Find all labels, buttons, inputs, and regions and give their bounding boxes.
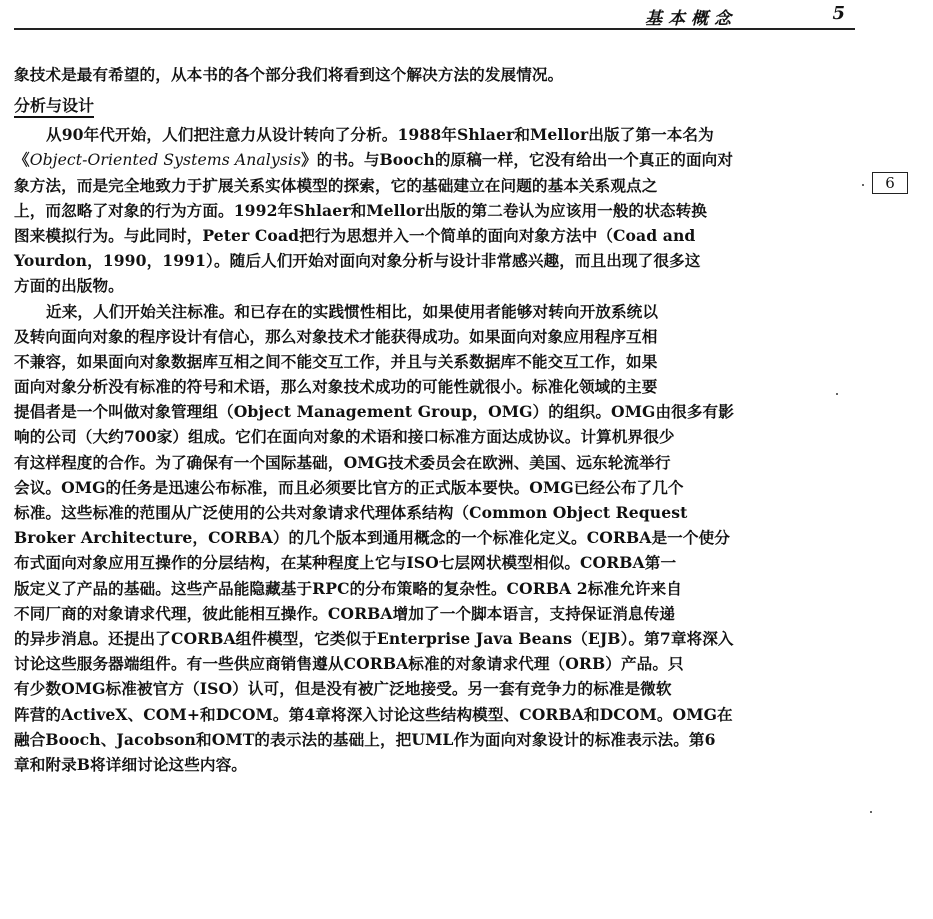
paragraph-line: 有少数OMG标准被官方（ISO）认可，但是没有被广泛地接受。另一套有竞争力的标准是微软 xyxy=(14,679,672,699)
paragraph-line: 融合Booch、Jacobson和OMT的表示法的基础上，把UML作为面向对象设计的标准表示法。第6 xyxy=(14,729,716,749)
page-body xyxy=(14,62,856,777)
paragraph-2 xyxy=(14,299,856,778)
paragraph-line: 不同厂商的对象请求代理，彼此能相互操作。CORBA增加了一个脚本语言，支持保证消息传递 xyxy=(14,603,676,623)
paragraph-line: 不兼容，如果面向对象数据库互相之间不能交互工作，并且与关系数据库不能交互工作，如果 xyxy=(14,351,658,371)
paragraph-line: 及转向面向对象的程序设计有信心，那么对象技术才能获得成功。如果面向对象应用程序互相 xyxy=(14,326,658,346)
paragraph-line: 上，而忽略了对象的行为方面。1992年Shlaer和Mellor出版的第二卷认为应该用一般的状态转换 xyxy=(14,200,707,220)
paragraph-line: 面向对象分析没有标准的符号和术语，那么对象技术成功的可能性就很小。标准化领域的主要 xyxy=(14,377,658,397)
section-heading: 分析与设计 xyxy=(14,95,94,118)
paragraph-line: 标准。这些标准的范围从广泛使用的公共对象请求代理体系结构（Common Object Request xyxy=(14,503,688,522)
paragraph-line: 会议。OMG的任务是迅速公布标准，而且必须要比官方的正式版本要快。OMG已经公布了几个 xyxy=(14,477,684,497)
paragraph-line: 象方法，而是完全地致力于扩展关系实体模型的探索，它的基础建立在问题的基本关系观点之 xyxy=(14,175,658,195)
paragraph-line: 方面的出版物。 xyxy=(14,276,124,296)
paragraph-line: 响的公司（大约700家）组成。它们在面向对象的术语和接口标准方面达成协议。计算机界很少 xyxy=(14,427,675,447)
paragraph-line: 讨论这些服务器端组件。有一些供应商销售遵从CORBA标准的对象请求代理（ORB）产品。只 xyxy=(14,654,684,674)
running-header xyxy=(14,0,855,30)
paragraph-line: 提倡者是一个叫做对象管理组（Object Management Group，OMG）的组织。OMG由很多有影 xyxy=(14,402,734,422)
section-heading-row xyxy=(14,87,856,122)
original-page-marker: 6 xyxy=(872,172,908,194)
margin-dot xyxy=(870,811,872,813)
paragraph-line: 布式面向对象应用互操作的分层结构，在某种程度上它与ISO七层网状模型相似。CORBA第一 xyxy=(14,553,677,573)
paragraph-line: Yourdon，1990，1991）。随后人们开始对面向对象分析与设计非常感兴趣，而且出现了很多这 xyxy=(14,251,701,271)
paragraph-line: 章和附录B将详细讨论这些内容。 xyxy=(14,754,247,774)
paragraph-line: 近来，人们开始关注标准。和已存在的实践惯性相比，如果使用者能够对转向开放系统以 xyxy=(46,301,659,321)
margin-dot xyxy=(862,184,864,186)
paragraph-line: 图来模拟行为。与此同时，Peter Coad把行为思想并入一个简单的面向对象方法中（Coad and xyxy=(14,225,696,245)
paragraph-line: 的异步消息。还提出了CORBA组件模型，它类似于Enterprise Java Beans（EJB）。第7章将深入 xyxy=(14,628,734,648)
carryover-line: 象技术是最有希望的，从本书的各个部分我们将看到这个解决方法的发展情况。 xyxy=(14,65,564,84)
paragraph-line: Broker Architecture，CORBA）的几个版本到通用概念的一个标准化定义。CORBA是一个使分 xyxy=(14,528,730,548)
paragraph-line: 有这样程度的合作。为了确保有一个国际基础，OMG技术委员会在欧洲、美国、远东轮流举行 xyxy=(14,452,671,472)
paragraph-line: 阵营的ActiveX、COM+和DCOM。第4章将深入讨论这些结构模型、CORBA和DCOM。OMG在 xyxy=(14,704,733,724)
book-title: Object-Oriented Systems Analysis xyxy=(29,151,302,170)
paragraph-line: 从90年代开始，人们把注意力从设计转向了分析。1988年Shlaer和Mellor出版了第一本名为 xyxy=(46,125,714,145)
page-number: 5 xyxy=(832,3,845,24)
paragraph-1 xyxy=(14,122,856,298)
running-title: 基本概念 xyxy=(645,9,737,29)
paragraph-line: 版定义了产品的基础。这些产品能隐藏基于RPC的分布策略的复杂性。CORBA 2标准允许来自 xyxy=(14,578,682,598)
paragraph-line-with-title: 《Object-Oriented Systems Analysis》的书。与Booch的原稿一样，它没有给出一个真正的面向对 xyxy=(14,150,734,170)
